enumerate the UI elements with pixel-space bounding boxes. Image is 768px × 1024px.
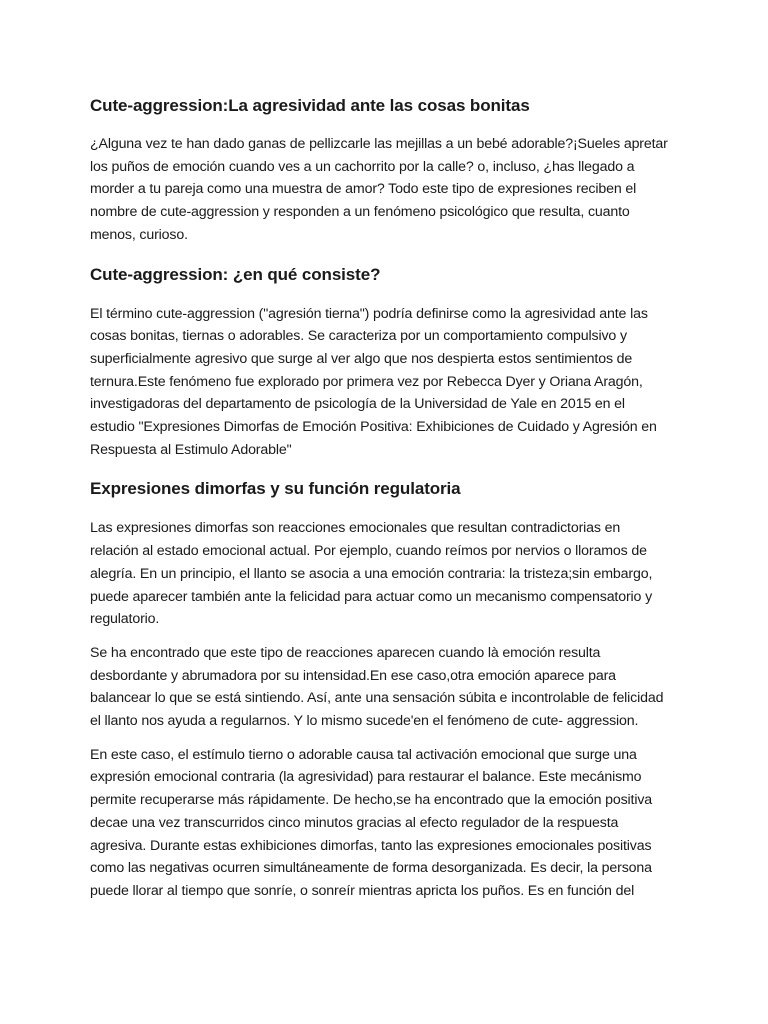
text-line: Las expresiones dimorfas son reacciones emocionales que resultan contradictorias en — [90, 520, 621, 537]
paragraph — [90, 133, 678, 247]
section-heading: Expresiones dimorfas y su función regulatoria — [90, 479, 461, 499]
text-line: puede llorar al tiempo que sonríe, o sonreír mientras apricta los puños. Es en función del — [90, 882, 635, 899]
text-line: balancear lo que se está sintiendo. Así, ante una sensación súbita e incontrolable de felicidad — [90, 690, 664, 707]
paragraph — [90, 517, 678, 631]
text-line: desbordante y abrumadora por su intensidad.En ese caso,otra emoción aparece para — [90, 667, 616, 684]
text-line: el llanto nos ayuda a regularnos. Y lo mismo sucede'en el fenómeno de cute- aggression. — [90, 713, 639, 730]
text-line: como las negativas ocurren simultáneamente de forma desorganizada. Es decir, la persona — [90, 860, 652, 877]
section-heading: Cute-aggression: ¿en qué consiste? — [90, 264, 381, 284]
text-line: expresión emocional contraria (la agresividad) para restaurar el balance. Este mecánismo — [90, 769, 642, 786]
text-line: ¿Alguna vez te han dado ganas de pellizcarle las mejillas a un bebé adorable?¡Sueles apretar — [90, 136, 668, 152]
text-line: El término cute-aggression ("agresión tierna") podría definirse como la agresividad ante las — [90, 305, 648, 322]
text-line: En este caso, el estímulo tierno o adorable causa tal activación emocional que surge una — [90, 746, 637, 763]
text-line: alegría. En un principio, el llanto se asocia a una emoción contraria: la tristeza;sin embargo, — [90, 565, 653, 582]
text-line: los puños de emoción cuando ves a un cachorrito por la calle? o, incluso, ¿has llegado a — [90, 158, 635, 175]
text-line: nombre de cute-aggression y responden a un fenómeno psicológico que resulta, cuanto — [90, 204, 630, 221]
paragraph — [90, 642, 678, 733]
text-line: agresiva. Durante estas exhibiciones dimorfas, tanto las expresiones emocionales positivas — [90, 837, 652, 854]
text-line: decae una vez transcurridos cinco minutos gracias al efecto regulador de la respuesta — [90, 814, 619, 831]
text-line: superficialmente agresivo que surge al ver algo que nos despierta estos sentimientos de — [90, 350, 633, 367]
text-line: permite recuperarse más rápidamente. De hecho,se ha encontrado que la emoción positiva — [90, 792, 653, 809]
text-line: ternura.Este fenómeno fue explorado por primera vez por Rebecca Dyer y Oriana Aragón, — [90, 373, 643, 390]
paragraph — [90, 744, 678, 903]
section-heading: Cute-aggression:La agresividad ante las cosas bonitas — [90, 96, 530, 115]
text-line: Se ha encontrado que este tipo de reacciones aparecen cuando là emoción resulta — [90, 644, 601, 661]
text-line: cosas bonitas, tiernas o adorables. Se caracteriza por un comportamiento compulsivo y — [90, 328, 627, 345]
text-line: estudio "Expresiones Dimorfas de Emoción Positiva: Exhibiciones de Cuidado y Agresión en — [90, 419, 657, 436]
text-line: relación al estado emocional actual. Por ejemplo, cuando reímos por nervios o lloramos de — [90, 543, 647, 560]
text-line: regulatorio. — [90, 611, 160, 628]
text-line: Respuesta al Estimulo Adorable" — [90, 441, 292, 458]
text-line: investigadoras del departamento de psicología de la Universidad de Yale en 2015 en el — [90, 396, 625, 413]
text-line: morder a tu pareja como una muestra de amor? Todo este tipo de expresiones reciben el — [90, 181, 637, 198]
text-line: puede aparecer también ante la felicidad para actuar como un mecanismo compensatorio y — [90, 588, 653, 605]
paragraph — [90, 303, 678, 462]
text-line: menos, curioso. — [90, 226, 188, 243]
